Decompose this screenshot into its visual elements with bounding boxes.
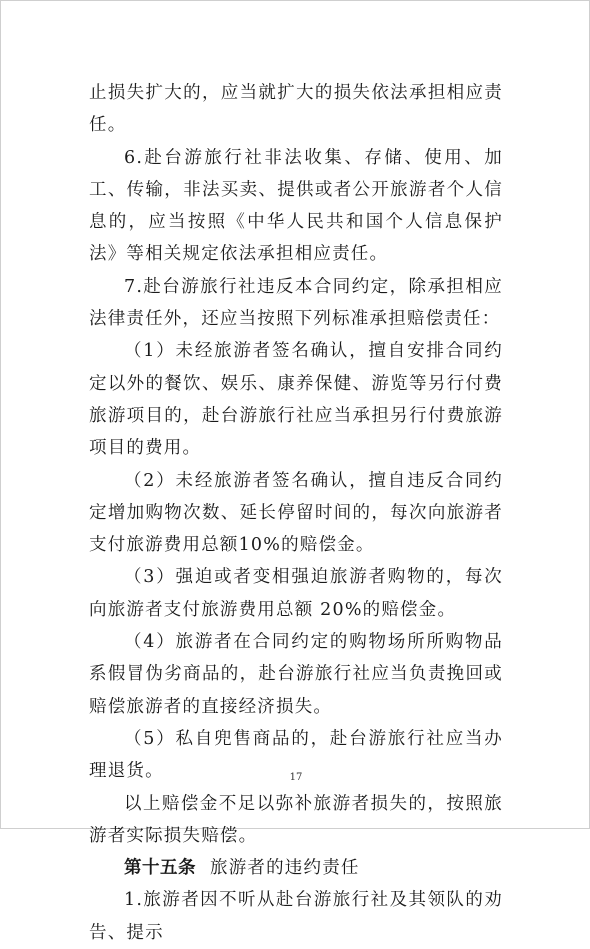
article-title: 旅游者的违约责任 <box>210 858 360 879</box>
paragraph: 6.赴台游旅行社非法收集、存储、使用、加工、传输，非法买卖、提供或者公开旅游者个人信息的，应当按照《中华人民共和国个人信息保护法》等相关规定依法承担相应责任。 <box>89 147 503 265</box>
paragraph: 以上赔偿金不足以弥补旅游者损失的，按照旅游者实际损失赔偿。 <box>89 793 503 846</box>
article-heading <box>89 852 503 884</box>
document-body <box>89 77 503 949</box>
paragraph: 止损失扩大的，应当就扩大的损失依法承担相应责任。 <box>89 83 503 136</box>
paragraph: （1）未经旅游者签名确认，擅自安排合同约定以外的餐饮、娱乐、康养保健、游览等另行付费旅游项目的，赴台游旅行社应当承担另行付费旅游项目的费用。 <box>89 341 503 459</box>
paragraph: 1.旅游者因不听从赴台游旅行社及其领队的劝告、提示 <box>89 890 503 943</box>
paragraph: （2）未经旅游者签名确认，擅自违反合同约定增加购物次数、延长停留时间的，每次向旅游者支付旅游费用总额10%的赔偿金。 <box>89 470 503 556</box>
paragraph: （5）私自兜售商品的，赴台游旅行社应当办理退货。 <box>89 728 503 782</box>
paragraph: （4）旅游者在合同约定的购物场所所购物品系假冒伪劣商品的，赴台游旅行社应当负责挽回或赔偿旅游者的直接经济损失。 <box>89 632 503 717</box>
article-number: 第十五条 <box>124 858 196 879</box>
paragraph: 7.赴台游旅行社违反本合同约定，除承担相应法律责任外，还应当按照下列标准承担赔偿责任： <box>89 276 503 330</box>
paragraph: （3）强迫或者变相强迫旅游者购物的，每次向旅游者支付旅游费用总额 20%的赔偿金。 <box>89 567 503 620</box>
page-number: 17 <box>289 772 303 783</box>
